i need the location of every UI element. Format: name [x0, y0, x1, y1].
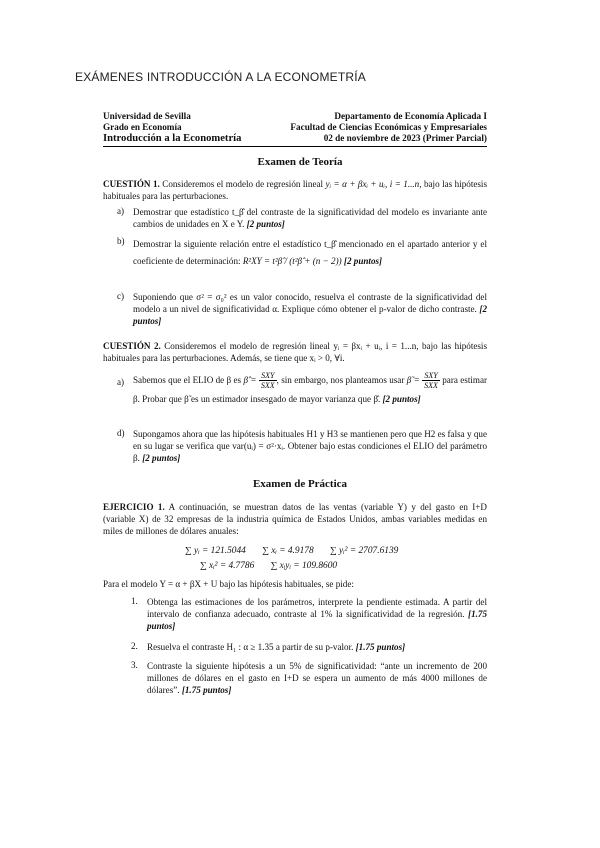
q2-d-text — [133, 428, 487, 465]
question-2-intro — [103, 340, 487, 364]
item-3 — [147, 660, 487, 697]
sum-x-squared: ∑ xᵢ² = 4.7786 — [200, 561, 255, 571]
fraction-1-denominator: SXX — [260, 381, 275, 391]
course-name: Introducción a la Econometría — [103, 133, 242, 144]
item-2-points: [1.75 puntos] — [355, 642, 406, 652]
item-2 — [147, 641, 487, 653]
q2-d-label: d) — [117, 428, 125, 438]
fraction-1-numerator: SXY — [259, 371, 277, 381]
question-1-text: Consideremos el modelo de regresión lineal — [162, 179, 324, 189]
q1-b-text — [133, 236, 487, 270]
exercise-1-text: A continuación, se muestran datos de las ventas (variable Y) y del gasto en I+D (variable X) de 32 empresas de la industria química de Estados Unidos, ambas variables medidas en miles de millones de dólares anuales: — [103, 502, 488, 537]
question-2-text: Consideremos el modelo de regresión lineal yᵢ = βxᵢ + uᵢ, i = 1...n, bajo las hipótesis habituales para las perturbaciones. Además, se tiene que xᵢ > 0, ∀i. — [103, 341, 487, 364]
fraction-2-denominator: SXX — [424, 381, 438, 391]
q2-a-label: a) — [117, 377, 125, 387]
item-3-points: [1.75 puntos] — [181, 685, 232, 696]
q2-a-body-2: , sin embargo, nos planteamos usar — [276, 375, 405, 385]
item-2-text: Resuelva el contraste H₁ : α ≥ 1.35 a partir de su p-valor. — [147, 642, 354, 652]
sum-x: ∑ xᵢ = 4.9178 — [262, 546, 314, 556]
degree-name: Grado en Economía — [103, 122, 182, 132]
fraction-2-numerator: SXY — [422, 371, 440, 381]
q2-a-body-1: Sabemos que el ELIO de β es — [133, 375, 242, 385]
header-divider — [103, 146, 487, 147]
sums-row-2 — [200, 561, 351, 571]
q1-b-points: [2 puntos] — [343, 256, 383, 266]
item-1-points: [1.75 puntos] — [147, 609, 487, 632]
department-name: Departamento de Economía Aplicada I — [334, 111, 487, 121]
beta-tilde-symbol: β̃ = — [406, 375, 420, 385]
practice-heading: Examen de Práctica — [252, 478, 348, 490]
item-1-number: 1. — [131, 596, 138, 606]
beta-hat-symbol: β̂ = — [243, 375, 257, 385]
sum-xy: ∑ xᵢyᵢ = 109.8600 — [270, 561, 338, 571]
q2-a-points: [2 puntos] — [382, 394, 421, 405]
question-1-model: yᵢ = α + βxᵢ + uᵢ, i = 1...n — [325, 179, 420, 189]
q1-c-body: Suponiendo que σ² = σ₀² es un valor conocido, resuelva el contraste de la significatividad del modelo a un nivel de significatividad α. Explique cómo obtener el p-valor de dicho contraste. — [133, 292, 487, 315]
q1-c-label: c) — [117, 291, 125, 301]
theory-heading: Examen de Teoría — [257, 156, 343, 168]
sums-row-1 — [185, 546, 412, 556]
university-name: Universidad de Sevilla — [103, 111, 191, 121]
exam-date: 02 de noviembre de 2023 (Primer Parcial) — [323, 133, 487, 143]
model-line: Para el modelo Y = α + βX + U bajo las hipótesis habituales, se pide: — [103, 579, 354, 589]
q2-d-body: Supongamos ahora que las hipótesis habituales H1 y H3 se mantienen pero que H2 es falsa y que en su lugar se verifica que var(uᵢ) = σ²·xᵢ. Obtener bajo estas condiciones el ELIO del parámetro β. — [133, 429, 487, 464]
question-2-label: CUESTIÓN 2. — [103, 341, 161, 351]
exercise-1-label: EJERCICIO 1. — [103, 502, 165, 512]
q2-a-fraction-1 — [259, 371, 277, 390]
q1-c-points: [2 puntos] — [133, 304, 487, 327]
q1-c-text — [133, 291, 487, 328]
q1-a-label: a) — [117, 206, 125, 216]
item-3-number: 3. — [131, 660, 138, 670]
page-title: EXÁMENES INTRODUCCIÓN A LA ECONOMETRÍA — [75, 70, 366, 84]
q2-a-body-3: para estimar β. Probar que β̃ es un estimador insesgado de mayor varianza que β̂. — [133, 375, 488, 405]
q2-a-text — [133, 371, 487, 409]
sum-y-squared: ∑ yᵢ² = 2707.6139 — [330, 546, 399, 556]
q1-b-body: Demostrar la siguiente relación entre el estadístico t_β̂ mencionado en el apartado anterior y el coeficiente de determinación: — [133, 239, 487, 266]
q2-d-points: [2 puntos] — [142, 453, 181, 464]
q1-a-body: Demostrar que estadístico t_β̂ del contraste de la significatividad del modelo es invariante ante cambios de unidades en X e Y. — [133, 207, 487, 230]
sum-y: ∑ yᵢ = 121.5044 — [185, 546, 246, 556]
item-3-text: Contraste la siguiente hipótesis a un 5% de significatividad: “ante un incremento de 200 millones de dólares en el gasto en I+D se espera un aumento de más 4000 millones de dólares”. — [147, 661, 487, 696]
q1-a-points: [2 puntos] — [246, 219, 285, 230]
item-1 — [147, 596, 487, 633]
q1-b-formula: R²XY = t²β̂ / (t²β̂ + (n − 2)) — [242, 256, 342, 266]
exam-header — [103, 111, 487, 147]
question-1-intro — [103, 178, 487, 202]
question-1-label: CUESTIÓN 1. — [103, 179, 160, 189]
item-2-number: 2. — [131, 641, 138, 651]
q2-a-fraction-2 — [422, 371, 440, 390]
question-1-text-end: , bajo las hipótesis habituales para las perturbaciones. — [103, 179, 487, 202]
q1-a-text — [133, 206, 487, 230]
exercise-1-intro — [103, 501, 487, 538]
faculty-name: Facultad de Ciencias Económicas y Empresariales — [290, 122, 487, 132]
q1-b-label: b) — [117, 236, 125, 246]
item-1-text: Obtenga las estimaciones de los parámetros, interprete la pendiente estimada. A partir del intervalo de confianza adecuado, contraste al 1% la significatividad de la regresión. — [147, 597, 487, 620]
